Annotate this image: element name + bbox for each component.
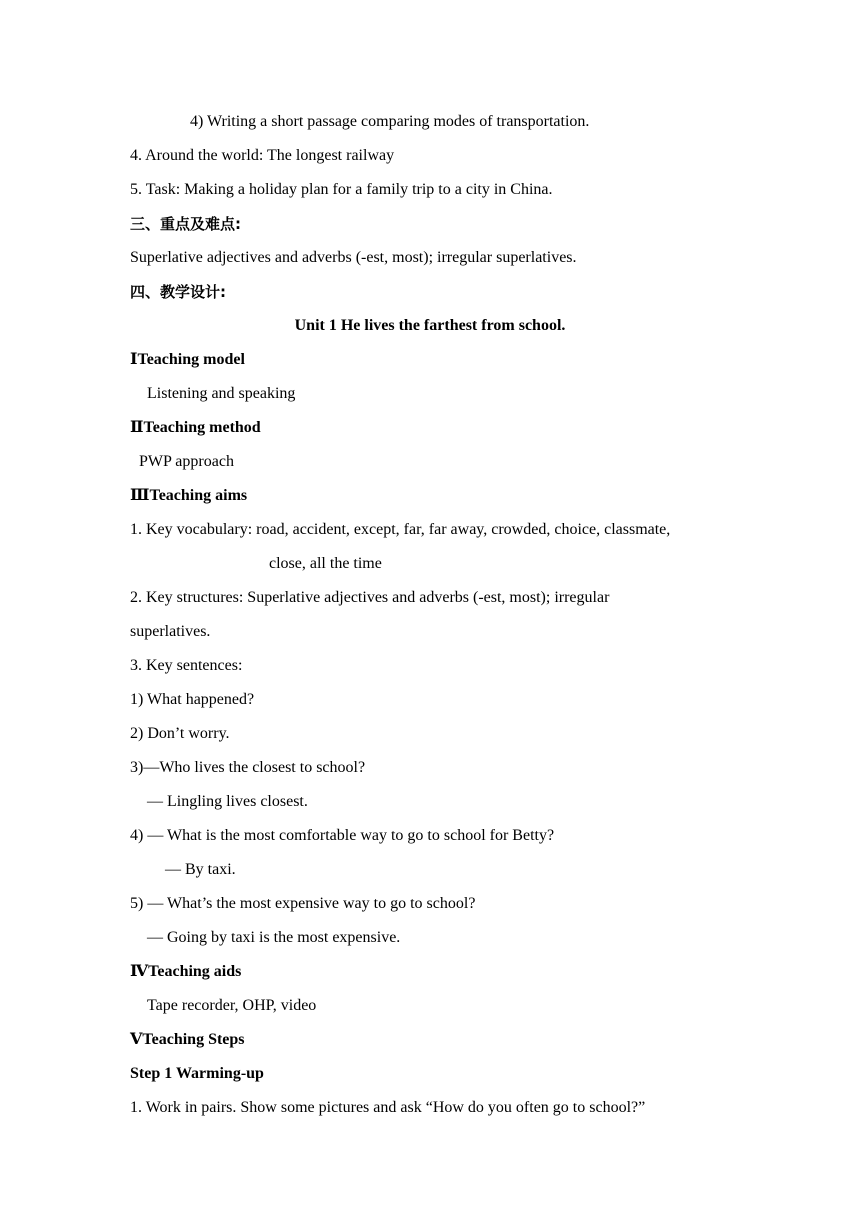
unit-title: Unit 1 He lives the farthest from school. [294,317,566,334]
list-item: superlatives. [130,623,211,640]
list-item: 1) What happened? [130,691,255,708]
list-item: 2) Don’t worry. [130,725,230,742]
subheading: ⅣTeaching aids [130,963,242,980]
list-item: close, all the time [269,555,382,572]
paragraph: Superlative adjectives and adverbs (-est, most); irregular superlatives. [130,249,577,266]
list-item: 3. Key sentences: [130,657,243,674]
section-heading: 四、教学设计: [130,283,226,301]
list-item: 2. Key structures: Superlative adjectives and adverbs (-est, most); irregular [130,589,610,606]
list-item: — Lingling lives closest. [147,793,308,810]
list-item: 4. Around the world: The longest railway [130,147,395,164]
section-heading: 三、重点及难点: [130,215,241,233]
list-item: 4) — What is the most comfortable way to go to school for Betty? [130,827,555,844]
paragraph: PWP approach [139,453,234,470]
paragraph: Tape recorder, OHP, video [147,997,317,1014]
subheading: ⅠTeaching model [130,351,245,368]
list-item: — Going by taxi is the most expensive. [147,929,401,946]
list-item: 1. Key vocabulary: road, accident, except, far, far away, crowded, choice, classmate, [130,521,671,538]
list-item: 5) — What’s the most expensive way to go to school? [130,895,476,912]
subheading: Step 1 Warming-up [130,1065,264,1082]
list-item: 3)—Who lives the closest to school? [130,759,366,776]
subheading: ⅤTeaching Steps [130,1031,245,1048]
subheading: ⅡTeaching method [130,419,261,436]
list-item: 1. Work in pairs. Show some pictures and ask “How do you often go to school?” [130,1099,646,1116]
list-item: — By taxi. [165,861,236,878]
subheading: ⅢTeaching aims [130,487,248,504]
list-item: 4) Writing a short passage comparing modes of transportation. [190,113,590,130]
paragraph: Listening and speaking [147,385,296,402]
list-item: 5. Task: Making a holiday plan for a family trip to a city in China. [130,181,553,198]
